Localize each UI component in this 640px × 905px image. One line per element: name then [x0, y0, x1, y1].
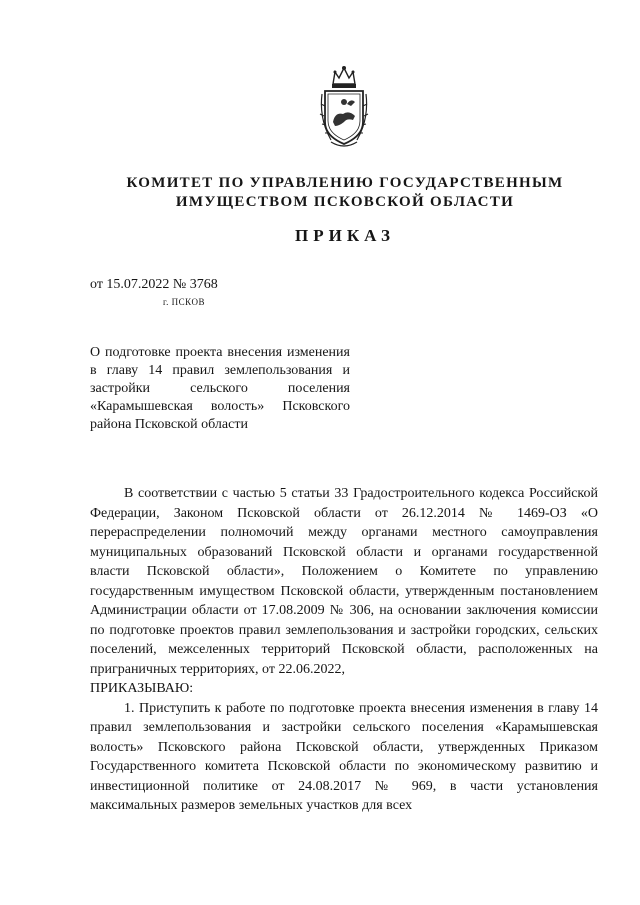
- order-body: [90, 484, 598, 816]
- preamble-paragraph: В соответствии с частью 5 статьи 33 Градостроительного кодекса Российской Федерации, Законом Псковской области от 26.12.2014 № 1469-ОЗ «О перераспределении полномочий между органами местного самоуправления муниципальных образований Псковской области и органами государственной власти Псковской области», Положением о Комитете по управлению государственным имуществом Псковской области, утвержденным постановлением Администрации области от 17.08.2009 № 306, на основании заключения комиссии по подготовке проектов правил землепользования и застройки городских, сельских поселений, межселенных территорий Псковской области, расположенных на приграничных территориях, от 22.06.2022,: [90, 486, 598, 677]
- header-line-2: ИМУЩЕСТВОМ ПСКОВСКОЙ ОБЛАСТИ: [175, 194, 515, 210]
- order-title: ПРИКАЗ: [295, 226, 395, 245]
- decree-word: ПРИКАЗЫВАЮ:: [90, 681, 194, 696]
- committee-header: [90, 174, 600, 212]
- order-city: г. ПСКОВ: [163, 297, 205, 307]
- header-line-1: КОМИТЕТ ПО УПРАВЛЕНИЮ ГОСУДАРСТВЕННЫМ: [126, 175, 564, 191]
- item-1-paragraph: 1. Приступить к работе по подготовке проекта внесения изменения в главу 14 правил землепользования и застройки сельского поселения «Карамышевская волость» Псковского района Псковской области, утвержденных Приказом Государственного комитета Псковской области по экономическому развитию и инвестиционной политике от 24.08.2017 № 969, в части установления максимальных размеров земельных участков для всех: [90, 700, 598, 813]
- pskov-coat-of-arms-icon: [317, 64, 371, 150]
- order-date-number: от 15.07.2022 № 3768: [90, 277, 218, 292]
- order-subject: О подготовке проекта внесения изменения в главу 14 правил землепользования и застройки сельского поселения «Карамышевская волость» Псковского района Псковской области: [90, 345, 350, 432]
